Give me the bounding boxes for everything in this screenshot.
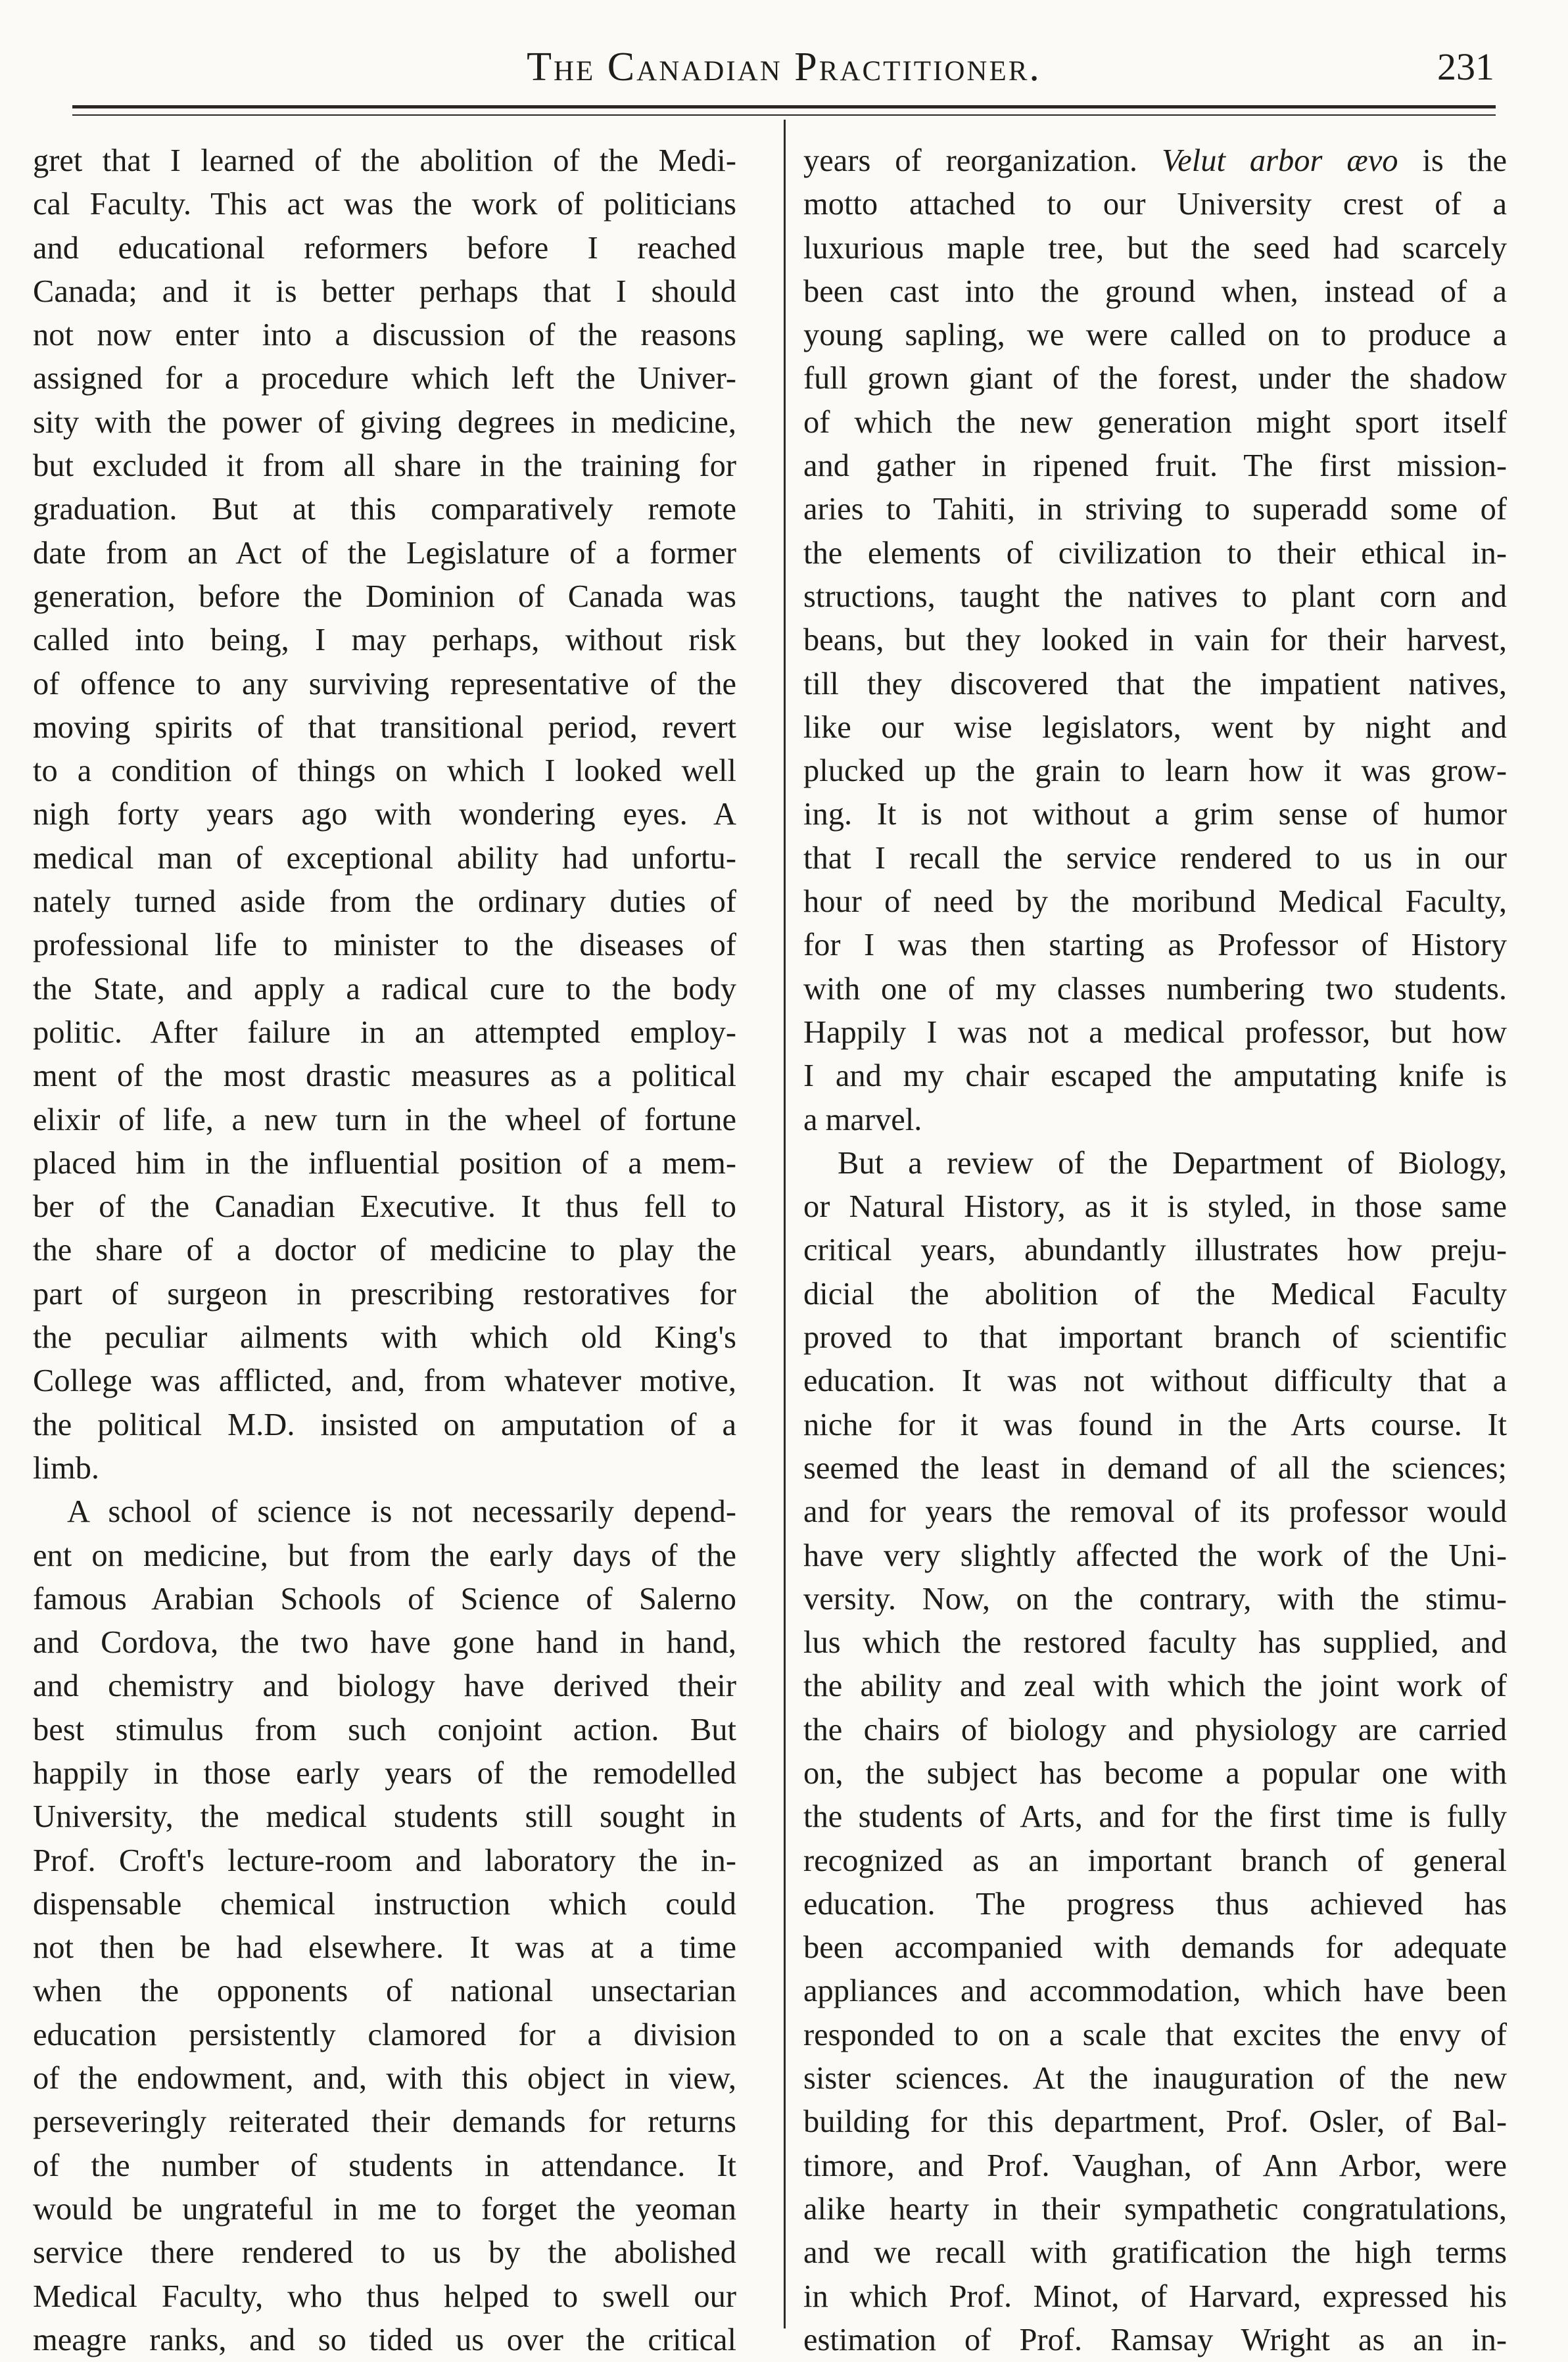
text-line: cal Faculty. This act was the work of politicians bbox=[33, 187, 736, 222]
text-line: not now enter into a discussion of the reasons bbox=[33, 318, 736, 353]
text-line: been cast into the ground when, instead of a bbox=[803, 273, 1507, 309]
text-line: ing. It is not without a grim sense of humor bbox=[803, 797, 1507, 832]
text-line: lus which the restored faculty has supplied, and bbox=[803, 1625, 1507, 1661]
text-line: structions, taught the natives to plant corn and bbox=[803, 579, 1507, 614]
text-line: have very slightly affected the work of the Uni- bbox=[803, 1538, 1507, 1573]
text-line: young sapling, we were called on to produce a bbox=[803, 318, 1507, 353]
text-line: College was afflicted, and, from whatever motive, bbox=[33, 1363, 736, 1399]
column-divider bbox=[784, 120, 786, 2328]
text-line: critical years, abundantly illustrates how preju- bbox=[803, 1233, 1507, 1268]
page-number: 231 bbox=[1437, 45, 1494, 88]
text-line: been accompanied with demands for adequate bbox=[803, 1930, 1507, 1966]
text-line: and chemistry and biology have derived their bbox=[33, 1668, 736, 1704]
text-line: But a review of the Department of Biology, bbox=[838, 1145, 1507, 1181]
text-line: best stimulus from such conjoint action. But bbox=[33, 1712, 736, 1747]
text-line: assigned for a procedure which left the Univer- bbox=[33, 361, 736, 396]
text-line: Prof. Croft's lecture-room and laboratory the in- bbox=[33, 1843, 736, 1878]
text-line: seemed the least in demand of all the sciences; bbox=[803, 1450, 1507, 1486]
text-line: would be ungrateful in me to forget the yeoman bbox=[33, 2191, 736, 2227]
text-line: of the endowment, and, with this object in view, bbox=[33, 2061, 736, 2096]
text-line: and educational reformers before I reached bbox=[33, 230, 736, 266]
text-line: medical man of exceptional ability had unfortu- bbox=[33, 840, 736, 876]
text-line: estimation of Prof. Ramsay Wright as an in- bbox=[803, 2322, 1507, 2357]
text-line: gret that I learned of the abolition of the Medi- bbox=[33, 143, 736, 178]
text-line: meagre ranks, and so tided us over the critical bbox=[33, 2322, 736, 2357]
text-line: placed him in the influential position of a mem- bbox=[33, 1145, 736, 1181]
text-line: happily in those early years of the remodelled bbox=[33, 1755, 736, 1791]
text-line: of which the new generation might sport itself bbox=[803, 404, 1507, 440]
text-line: ber of the Canadian Executive. It thus fell to bbox=[33, 1189, 736, 1225]
text-line: Canada; and it is better perhaps that I should bbox=[33, 273, 736, 309]
header-rule-thin bbox=[72, 114, 1496, 116]
text-line: nigh forty years ago with wondering eyes. A bbox=[33, 797, 736, 832]
text-line: or Natural History, as it is styled, in those same bbox=[803, 1189, 1507, 1225]
text-line: called into being, I may perhaps, without risk bbox=[33, 623, 736, 658]
text-line-with-motto bbox=[803, 139, 1507, 183]
text-line: of offence to any surviving representative of the bbox=[33, 666, 736, 701]
running-head bbox=[72, 41, 1496, 93]
text-line: to a condition of things on which I looked well bbox=[33, 753, 736, 789]
text-line: date from an Act of the Legislature of a former bbox=[33, 535, 736, 571]
text-line: responded to on a scale that excites the envy of bbox=[803, 2017, 1507, 2052]
text-line: a marvel. bbox=[803, 1102, 922, 1137]
text-line: the State, and apply a radical cure to the body bbox=[33, 971, 736, 1006]
text-line: elixir of life, a new turn in the wheel of fortune bbox=[33, 1102, 736, 1137]
text-line: service there rendered to us by the abolished bbox=[33, 2235, 736, 2271]
text-line: dicial the abolition of the Medical Faculty bbox=[803, 1276, 1507, 1311]
text-line: aries to Tahiti, in striving to superadd some of bbox=[803, 492, 1507, 527]
text-line: the elements of civilization to their ethical in- bbox=[803, 535, 1507, 571]
text-line: alike hearty in their sympathetic congratulations, bbox=[803, 2191, 1507, 2227]
text-run: years of reorganization. bbox=[803, 143, 1162, 178]
text-run: is the bbox=[1398, 143, 1507, 178]
running-title: The Canadian Practitioner. bbox=[527, 45, 1041, 89]
text-line: the peculiar ailments with which old King's bbox=[33, 1320, 736, 1356]
header-rule-thick bbox=[72, 105, 1496, 108]
text-line: and gather in ripened fruit. The first mission- bbox=[803, 448, 1507, 484]
text-line: graduation. But at this comparatively remote bbox=[33, 492, 736, 527]
text-line: in which Prof. Minot, of Harvard, expressed his bbox=[803, 2279, 1507, 2314]
text-line: plucked up the grain to learn how it was grow- bbox=[803, 753, 1507, 789]
text-line: till they discovered that the impatient natives, bbox=[803, 666, 1507, 701]
text-line: education. The progress thus achieved has bbox=[803, 1886, 1507, 1922]
text-line: limb. bbox=[33, 1450, 100, 1486]
text-line: building for this department, Prof. Osler, of Bal- bbox=[803, 2104, 1507, 2140]
text-line: luxurious maple tree, but the seed had scarcely bbox=[803, 230, 1507, 266]
text-line: like our wise legislators, went by night and bbox=[803, 709, 1507, 745]
text-line: motto attached to our University crest of a bbox=[803, 187, 1507, 222]
text-line: full grown giant of the forest, under the shadow bbox=[803, 361, 1507, 396]
text-line: and we recall with gratification the high terms bbox=[803, 2235, 1507, 2271]
text-line: I and my chair escaped the amputating knife is bbox=[803, 1058, 1507, 1094]
text-line: with one of my classes numbering two students. bbox=[803, 971, 1507, 1006]
text-line: sister sciences. At the inauguration of the new bbox=[803, 2061, 1507, 2096]
text-line: dispensable chemical instruction which could bbox=[33, 1886, 736, 1922]
text-line: appliances and accommodation, which have been bbox=[803, 1973, 1507, 2009]
text-line: education persistently clamored for a division bbox=[33, 2017, 736, 2052]
right-column bbox=[803, 139, 1507, 2362]
text-line: moving spirits of that transitional period, revert bbox=[33, 709, 736, 745]
text-line: ent on medicine, but from the early days of the bbox=[33, 1538, 736, 1573]
text-line: niche for it was found in the Arts course. It bbox=[803, 1407, 1507, 1442]
text-line: generation, before the Dominion of Canada was bbox=[33, 579, 736, 614]
text-line: University, the medical students still sought in bbox=[33, 1799, 736, 1835]
text-line: versity. Now, on the contrary, with the stimu- bbox=[803, 1581, 1507, 1617]
text-line: education. It was not without difficulty that a bbox=[803, 1363, 1507, 1399]
text-line: proved to that important branch of scientific bbox=[803, 1320, 1507, 1356]
text-line: timore, and Prof. Vaughan, of Ann Arbor, were bbox=[803, 2148, 1507, 2183]
text-line: the students of Arts, and for the first time is fully bbox=[803, 1799, 1507, 1835]
text-line: the share of a doctor of medicine to play the bbox=[33, 1233, 736, 1268]
text-line: A school of science is not necessarily depend- bbox=[67, 1494, 736, 1530]
text-line: but excluded it from all share in the training for bbox=[33, 448, 736, 484]
text-line: that I recall the service rendered to us in our bbox=[803, 840, 1507, 876]
text-line: hour of need by the moribund Medical Faculty, bbox=[803, 884, 1507, 920]
text-line: perseveringly reiterated their demands for returns bbox=[33, 2104, 736, 2140]
text-line: part of surgeon in prescribing restoratives for bbox=[33, 1276, 736, 1311]
left-column bbox=[33, 139, 736, 2362]
text-line: famous Arabian Schools of Science of Salerno bbox=[33, 1581, 736, 1617]
text-line: the chairs of biology and physiology are carried bbox=[803, 1712, 1507, 1747]
text-line: politic. After failure in an attempted employ- bbox=[33, 1014, 736, 1050]
text-line: sity with the power of giving degrees in medicine, bbox=[33, 404, 736, 440]
latin-motto: Velut arbor ævo bbox=[1161, 143, 1398, 178]
text-line: Happily I was not a medical professor, but how bbox=[803, 1014, 1507, 1050]
text-line: ment of the most drastic measures as a political bbox=[33, 1058, 736, 1094]
text-line: on, the subject has become a popular one with bbox=[803, 1755, 1507, 1791]
text-line: of the number of students in attendance. It bbox=[33, 2148, 736, 2183]
text-line: the ability and zeal with which the joint work of bbox=[803, 1668, 1507, 1704]
text-line: for I was then starting as Professor of History bbox=[803, 928, 1507, 963]
text-line: recognized as an important branch of general bbox=[803, 1843, 1507, 1878]
text-line: and Cordova, the two have gone hand in hand, bbox=[33, 1625, 736, 1661]
text-line: nately turned aside from the ordinary duties of bbox=[33, 884, 736, 920]
text-line: Medical Faculty, who thus helped to swell our bbox=[33, 2279, 736, 2314]
text-line: and for years the removal of its professor would bbox=[803, 1494, 1507, 1530]
text-line: the political M.D. insisted on amputation of a bbox=[33, 1407, 736, 1442]
text-line: when the opponents of national unsectarian bbox=[33, 1973, 736, 2009]
text-line: beans, but they looked in vain for their harvest, bbox=[803, 623, 1507, 658]
text-line: professional life to minister to the diseases of bbox=[33, 928, 736, 963]
text-line: not then be had elsewhere. It was at a time bbox=[33, 1930, 736, 1966]
